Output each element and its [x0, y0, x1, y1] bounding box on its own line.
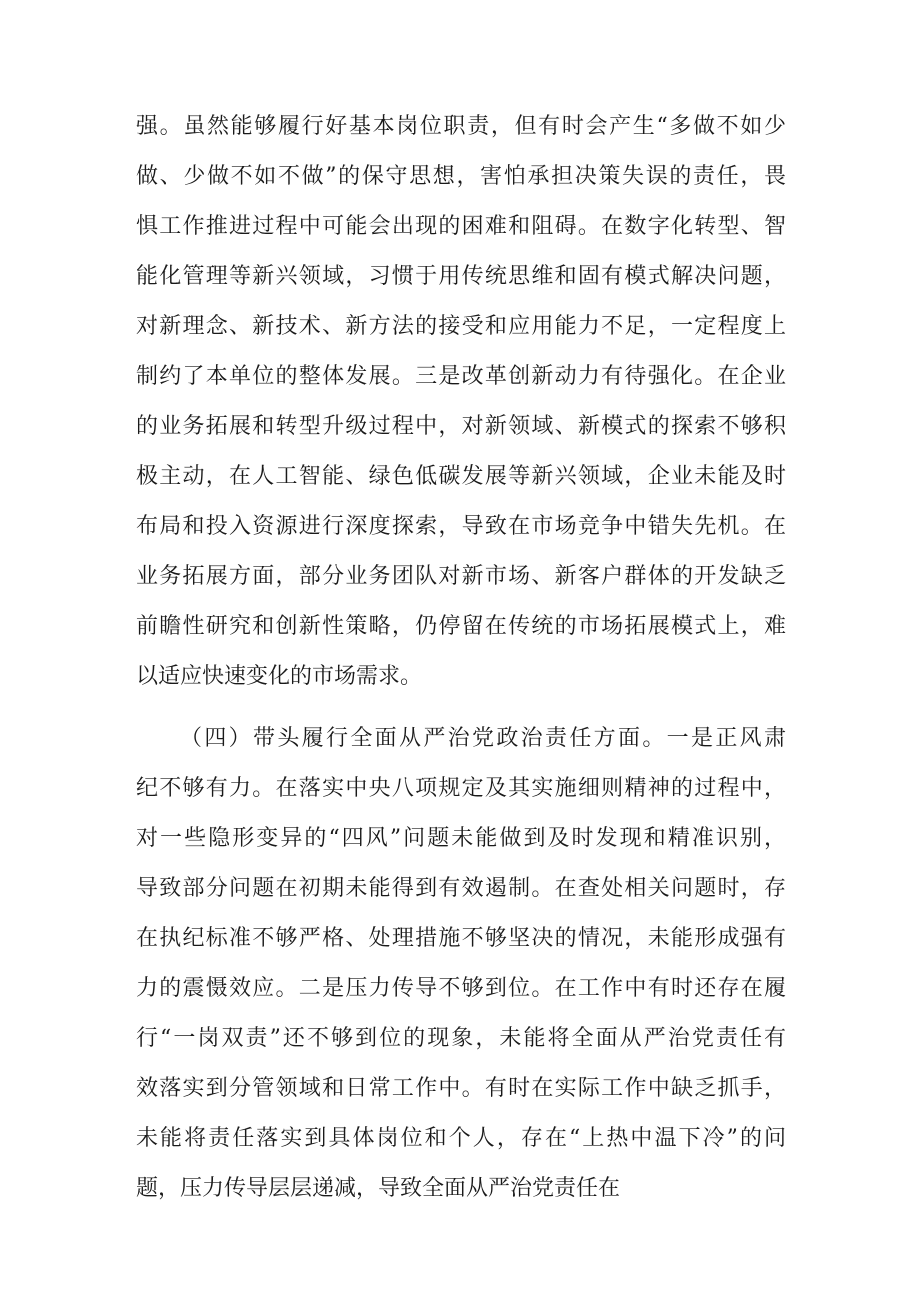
paragraph-line: 能化管理等新兴领域，习惯于用传统思维和固有模式解决问题， [136, 264, 786, 289]
section-heading-line: （四）带头履行全面从严治党政治责任方面。一是正风肃 [180, 726, 786, 751]
paragraph-line: 业务拓展方面，部分业务团队对新市场、新客户群体的开发缺乏 [136, 564, 786, 589]
paragraph-line: 做、少做不如不做”的保守思想，害怕承担决策失误的责任，畏 [136, 164, 786, 189]
paragraph-line: 行“一岗双责”还不够到位的现象，未能将全面从严治党责任有 [136, 1026, 786, 1051]
paragraph-line: 以适应快速变化的市场需求。 [136, 664, 423, 689]
paragraph-line: 极主动，在人工智能、绿色低碳发展等新兴领域，企业未能及时 [136, 464, 786, 489]
paragraph-line: 制约了本单位的整体发展。三是改革创新动力有待强化。在企业 [136, 364, 786, 389]
paragraph-line: 效落实到分管领域和日常工作中。有时在实际工作中缺乏抓手， [136, 1076, 786, 1101]
paragraph-line: 未能将责任落实到具体岗位和个人，存在“上热中温下冷”的问 [136, 1126, 786, 1151]
paragraph-line: 纪不够有力。在落实中央八项规定及其实施细则精神的过程中， [136, 776, 786, 801]
paragraph-line: 在执纪标准不够严格、处理措施不够坚决的情况，未能形成强有 [136, 926, 786, 951]
paragraph-line: 力的震慑效应。二是压力传导不够到位。在工作中有时还存在履 [136, 976, 786, 1001]
paragraph-line: 导致部分问题在初期未能得到有效遏制。在查处相关问题时，存 [136, 876, 786, 901]
paragraph-line: 强。虽然能够履行好基本岗位职责，但有时会产生“多做不如少 [136, 114, 786, 139]
paragraph-line: 前瞻性研究和创新性策略，仍停留在传统的市场拓展模式上，难 [136, 614, 786, 639]
paragraph-line: 惧工作推进过程中可能会出现的困难和阻碍。在数字化转型、智 [136, 214, 786, 239]
paragraph-line: 布局和投入资源进行深度探索，导致在市场竞争中错失先机。在 [136, 514, 786, 539]
paragraph-line: 对新理念、新技术、新方法的接受和应用能力不足，一定程度上 [136, 314, 786, 339]
paragraph-line: 对一些隐形变异的“四风”问题未能做到及时发现和精准识别， [136, 826, 786, 851]
paragraph-line: 题，压力传导层层递减，导致全面从严治党责任在 [136, 1176, 621, 1201]
paragraph-line: 的业务拓展和转型升级过程中，对新领域、新模式的探索不够积 [136, 414, 786, 439]
